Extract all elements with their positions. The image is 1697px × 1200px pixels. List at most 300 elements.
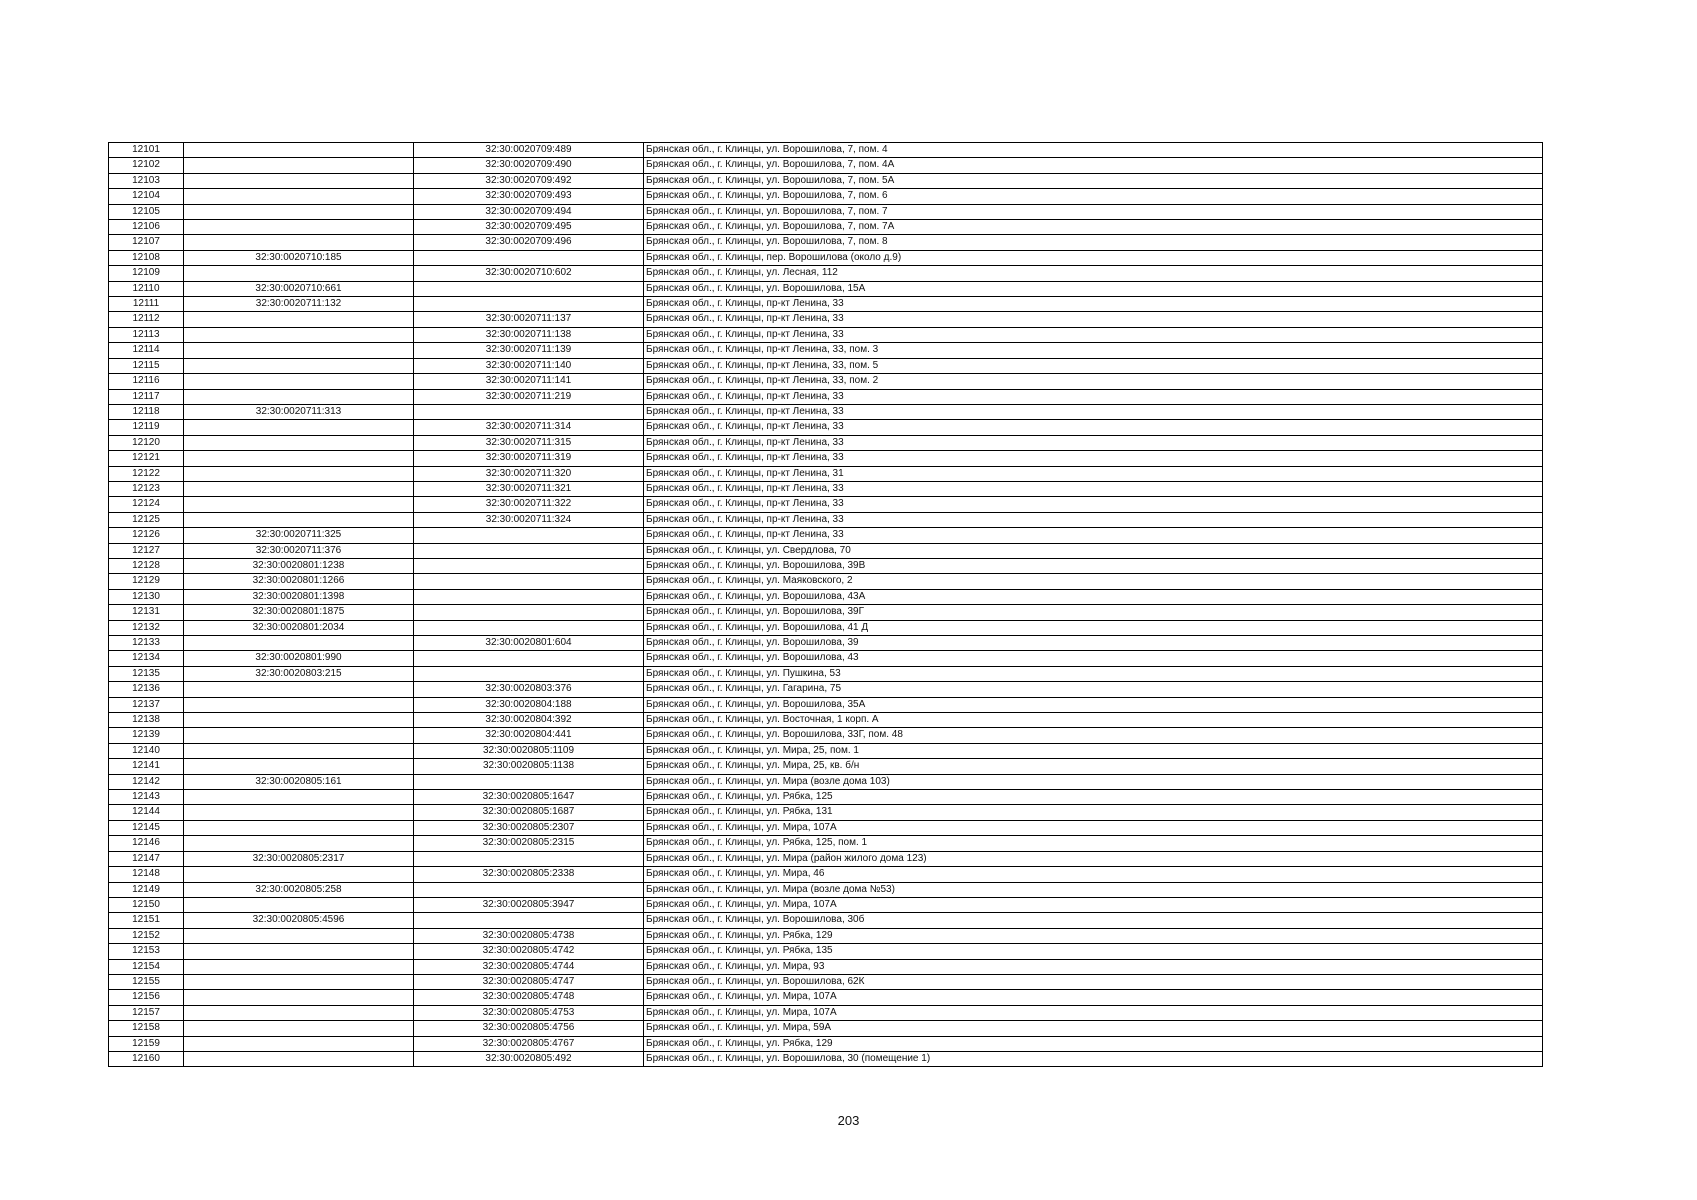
cadastral-number-cell-1: 32:30:0020711:132 (184, 297, 414, 312)
cadastral-number-cell-1: 32:30:0020801:1266 (184, 574, 414, 589)
cadastral-number-cell-2: 32:30:0020805:4744 (414, 959, 644, 974)
cadastral-number-cell-1 (184, 327, 414, 342)
row-number-cell: 12156 (109, 990, 184, 1005)
row-number-cell: 12146 (109, 836, 184, 851)
row-number-cell: 12122 (109, 466, 184, 481)
address-cell: Брянская обл., г. Клинцы, ул. Ворошилова, 30б (644, 913, 1543, 928)
table-row (109, 728, 1543, 743)
cadastral-number-cell-2: 32:30:0020804:188 (414, 697, 644, 712)
cadastral-number-cell-2 (414, 620, 644, 635)
table-row (109, 235, 1543, 250)
table-row (109, 158, 1543, 173)
row-number-cell: 12121 (109, 451, 184, 466)
address-cell: Брянская обл., г. Клинцы, пер. Ворошилова (около д.9) (644, 250, 1543, 265)
table-row (109, 528, 1543, 543)
address-cell: Брянская обл., г. Клинцы, ул. Мира, 107А (644, 990, 1543, 1005)
address-cell: Брянская обл., г. Клинцы, пр-кт Ленина, 33 (644, 497, 1543, 512)
cadastral-number-cell-1 (184, 420, 414, 435)
cadastral-number-cell-1: 32:30:0020711:313 (184, 404, 414, 419)
cadastral-number-cell-2 (414, 574, 644, 589)
cadastral-number-cell-2: 32:30:0020805:1138 (414, 759, 644, 774)
address-cell: Брянская обл., г. Клинцы, пр-кт Ленина, 33 (644, 512, 1543, 527)
address-cell: Брянская обл., г. Клинцы, пр-кт Ленина, 33 (644, 404, 1543, 419)
address-cell: Брянская обл., г. Клинцы, ул. Мира, 107А (644, 820, 1543, 835)
address-cell: Брянская обл., г. Клинцы, пр-кт Ленина, 33 (644, 481, 1543, 496)
address-cell: Брянская обл., г. Клинцы, ул. Ворошилова, 7, пом. 4А (644, 158, 1543, 173)
cadastral-number-cell-2: 32:30:0020711:314 (414, 420, 644, 435)
address-cell: Брянская обл., г. Клинцы, ул. Мира, 25, кв. б/н (644, 759, 1543, 774)
cadastral-number-cell-2: 32:30:0020709:492 (414, 173, 644, 188)
address-cell: Брянская обл., г. Клинцы, ул. Ворошилова, 39Г (644, 605, 1543, 620)
address-cell: Брянская обл., г. Клинцы, ул. Мира, 59А (644, 1021, 1543, 1036)
table-row (109, 589, 1543, 604)
cadastral-number-cell-2: 32:30:0020801:604 (414, 636, 644, 651)
table-row (109, 928, 1543, 943)
cadastral-number-cell-1 (184, 220, 414, 235)
cadastral-number-cell-1 (184, 867, 414, 882)
cadastral-number-cell-1 (184, 235, 414, 250)
address-cell: Брянская обл., г. Клинцы, ул. Ворошилова, 7, пом. 5А (644, 173, 1543, 188)
cadastral-number-cell-2 (414, 297, 644, 312)
table-row (109, 805, 1543, 820)
address-cell: Брянская обл., г. Клинцы, ул. Ворошилова, 39В (644, 558, 1543, 573)
table-row (109, 558, 1543, 573)
cadastral-number-cell-2: 32:30:0020805:4753 (414, 1005, 644, 1020)
table-row (109, 836, 1543, 851)
cadastral-number-cell-2 (414, 651, 644, 666)
row-number-cell: 12119 (109, 420, 184, 435)
row-number-cell: 12137 (109, 697, 184, 712)
address-cell: Брянская обл., г. Клинцы, ул. Ворошилова, 43А (644, 589, 1543, 604)
row-number-cell: 12157 (109, 1005, 184, 1020)
cadastral-number-cell-2 (414, 543, 644, 558)
cadastral-number-cell-2: 32:30:0020711:322 (414, 497, 644, 512)
address-cell: Брянская обл., г. Клинцы, ул. Рябка, 135 (644, 944, 1543, 959)
address-cell: Брянская обл., г. Клинцы, ул. Ворошилова, 62К (644, 974, 1543, 989)
table-row (109, 543, 1543, 558)
address-cell: Брянская обл., г. Клинцы, ул. Ворошилова, 30 (помещение 1) (644, 1051, 1543, 1066)
address-cell: Брянская обл., г. Клинцы, пр-кт Ленина, 33 (644, 297, 1543, 312)
row-number-cell: 12132 (109, 620, 184, 635)
cadastral-number-cell-1 (184, 189, 414, 204)
table-row (109, 173, 1543, 188)
cadastral-number-cell-1 (184, 959, 414, 974)
row-number-cell: 12131 (109, 605, 184, 620)
cadastral-number-cell-2 (414, 605, 644, 620)
table-row (109, 220, 1543, 235)
address-cell: Брянская обл., г. Клинцы, пр-кт Ленина, 33, пом. 5 (644, 358, 1543, 373)
cadastral-number-cell-2: 32:30:0020711:141 (414, 374, 644, 389)
cadastral-number-cell-2: 32:30:0020805:4748 (414, 990, 644, 1005)
cadastral-number-cell-1 (184, 173, 414, 188)
table-row (109, 666, 1543, 681)
row-number-cell: 12149 (109, 882, 184, 897)
row-number-cell: 12134 (109, 651, 184, 666)
cadastral-number-cell-1: 32:30:0020805:2317 (184, 851, 414, 866)
row-number-cell: 12113 (109, 327, 184, 342)
cadastral-number-cell-1: 32:30:0020801:1398 (184, 589, 414, 604)
row-number-cell: 12126 (109, 528, 184, 543)
cadastral-number-cell-1 (184, 697, 414, 712)
address-cell: Брянская обл., г. Клинцы, пр-кт Ленина, 33 (644, 420, 1543, 435)
cadastral-number-cell-1 (184, 435, 414, 450)
address-cell: Брянская обл., г. Клинцы, ул. Рябка, 125, пом. 1 (644, 836, 1543, 851)
row-number-cell: 12129 (109, 574, 184, 589)
table-row (109, 358, 1543, 373)
cadastral-number-cell-1 (184, 312, 414, 327)
row-number-cell: 12125 (109, 512, 184, 527)
address-cell: Брянская обл., г. Клинцы, пр-кт Ленина, 33 (644, 451, 1543, 466)
cadastral-number-cell-2: 32:30:0020805:2307 (414, 820, 644, 835)
table-body (109, 143, 1543, 1067)
table-row (109, 743, 1543, 758)
cadastral-number-cell-2: 32:30:0020709:489 (414, 143, 644, 158)
address-cell: Брянская обл., г. Клинцы, ул. Мира, 25, пом. 1 (644, 743, 1543, 758)
table-row (109, 204, 1543, 219)
address-cell: Брянская обл., г. Клинцы, ул. Мира, 93 (644, 959, 1543, 974)
table-row (109, 820, 1543, 835)
table-row (109, 620, 1543, 635)
cadastral-number-cell-2: 32:30:0020805:4738 (414, 928, 644, 943)
row-number-cell: 12108 (109, 250, 184, 265)
address-cell: Брянская обл., г. Клинцы, пр-кт Ленина, 33 (644, 312, 1543, 327)
row-number-cell: 12118 (109, 404, 184, 419)
address-cell: Брянская обл., г. Клинцы, ул. Мира (возле дома №53) (644, 882, 1543, 897)
cadastral-number-cell-1 (184, 836, 414, 851)
row-number-cell: 12136 (109, 682, 184, 697)
table-row (109, 1021, 1543, 1036)
cadastral-number-cell-2 (414, 250, 644, 265)
cadastral-number-cell-2: 32:30:0020711:315 (414, 435, 644, 450)
cadastral-number-cell-2 (414, 528, 644, 543)
table-row (109, 897, 1543, 912)
cadastral-number-cell-1 (184, 713, 414, 728)
address-cell: Брянская обл., г. Клинцы, ул. Ворошилова, 15А (644, 281, 1543, 296)
address-cell: Брянская обл., г. Клинцы, пр-кт Ленина, 33 (644, 528, 1543, 543)
cadastral-number-cell-2: 32:30:0020803:376 (414, 682, 644, 697)
table-row (109, 713, 1543, 728)
table-row (109, 990, 1543, 1005)
cadastral-number-cell-1 (184, 512, 414, 527)
row-number-cell: 12128 (109, 558, 184, 573)
table-row (109, 451, 1543, 466)
cadastral-number-cell-1 (184, 974, 414, 989)
cadastral-number-cell-2: 32:30:0020709:493 (414, 189, 644, 204)
cadastral-number-cell-2: 32:30:0020711:138 (414, 327, 644, 342)
row-number-cell: 12130 (109, 589, 184, 604)
address-cell: Брянская обл., г. Клинцы, ул. Ворошилова, 43 (644, 651, 1543, 666)
cadastral-number-cell-1 (184, 759, 414, 774)
cadastral-number-cell-2: 32:30:0020711:320 (414, 466, 644, 481)
address-cell: Брянская обл., г. Клинцы, ул. Ворошилова, 7, пом. 7А (644, 220, 1543, 235)
table-row (109, 944, 1543, 959)
table-row (109, 266, 1543, 281)
cadastral-number-cell-2: 32:30:0020804:392 (414, 713, 644, 728)
cadastral-number-cell-2: 32:30:0020709:496 (414, 235, 644, 250)
table-row (109, 374, 1543, 389)
cadastral-number-cell-1: 32:30:0020801:1875 (184, 605, 414, 620)
address-cell: Брянская обл., г. Клинцы, пр-кт Ленина, 33, пом. 3 (644, 343, 1543, 358)
cadastral-number-cell-2: 32:30:0020805:2338 (414, 867, 644, 882)
row-number-cell: 12124 (109, 497, 184, 512)
cadastral-number-cell-1 (184, 158, 414, 173)
cadastral-number-cell-2: 32:30:0020711:140 (414, 358, 644, 373)
cadastral-number-cell-1 (184, 143, 414, 158)
table-row (109, 343, 1543, 358)
row-number-cell: 12106 (109, 220, 184, 235)
table-row (109, 189, 1543, 204)
table-row (109, 651, 1543, 666)
table-row (109, 774, 1543, 789)
table-row (109, 420, 1543, 435)
page-number: 203 (837, 1113, 860, 1128)
row-number-cell: 12107 (109, 235, 184, 250)
table-row (109, 1051, 1543, 1066)
cadastral-number-cell-2: 32:30:0020805:492 (414, 1051, 644, 1066)
table-row (109, 697, 1543, 712)
cadastral-number-cell-1 (184, 728, 414, 743)
cadastral-number-cell-2: 32:30:0020711:324 (414, 512, 644, 527)
row-number-cell: 12155 (109, 974, 184, 989)
row-number-cell: 12142 (109, 774, 184, 789)
cadastral-number-cell-1 (184, 990, 414, 1005)
row-number-cell: 12139 (109, 728, 184, 743)
table-row (109, 682, 1543, 697)
row-number-cell: 12112 (109, 312, 184, 327)
address-cell: Брянская обл., г. Клинцы, пр-кт Ленина, 33 (644, 327, 1543, 342)
row-number-cell: 12105 (109, 204, 184, 219)
cadastral-number-cell-2: 32:30:0020805:3947 (414, 897, 644, 912)
cadastral-number-cell-2: 32:30:0020709:490 (414, 158, 644, 173)
cadastral-number-cell-1: 32:30:0020711:325 (184, 528, 414, 543)
cadastral-number-cell-2 (414, 589, 644, 604)
table-row (109, 466, 1543, 481)
row-number-cell: 12154 (109, 959, 184, 974)
cadastral-number-cell-1 (184, 204, 414, 219)
row-number-cell: 12145 (109, 820, 184, 835)
cadastral-number-cell-2 (414, 882, 644, 897)
cadastral-number-cell-2: 32:30:0020804:441 (414, 728, 644, 743)
address-cell: Брянская обл., г. Клинцы, ул. Ворошилова, 33Г, пом. 48 (644, 728, 1543, 743)
row-number-cell: 12144 (109, 805, 184, 820)
cadastral-number-cell-1: 32:30:0020803:215 (184, 666, 414, 681)
cadastral-number-cell-2: 32:30:0020805:1687 (414, 805, 644, 820)
table-row (109, 851, 1543, 866)
address-cell: Брянская обл., г. Клинцы, ул. Восточная, 1 корп. А (644, 713, 1543, 728)
row-number-cell: 12133 (109, 636, 184, 651)
cadastral-number-cell-2 (414, 404, 644, 419)
cadastral-number-cell-1 (184, 1051, 414, 1066)
cadastral-number-cell-1 (184, 266, 414, 281)
row-number-cell: 12159 (109, 1036, 184, 1051)
cadastral-number-cell-1 (184, 1021, 414, 1036)
cadastral-number-cell-2: 32:30:0020709:495 (414, 220, 644, 235)
address-cell: Брянская обл., г. Клинцы, ул. Пушкина, 53 (644, 666, 1543, 681)
address-cell: Брянская обл., г. Клинцы, ул. Рябка, 129 (644, 928, 1543, 943)
address-cell: Брянская обл., г. Клинцы, ул. Ворошилова, 7, пом. 4 (644, 143, 1543, 158)
cadastral-number-cell-2: 32:30:0020805:1647 (414, 790, 644, 805)
row-number-cell: 12158 (109, 1021, 184, 1036)
row-number-cell: 12160 (109, 1051, 184, 1066)
row-number-cell: 12153 (109, 944, 184, 959)
cadastral-number-cell-2: 32:30:0020711:137 (414, 312, 644, 327)
row-number-cell: 12123 (109, 481, 184, 496)
cadastral-number-cell-1 (184, 389, 414, 404)
cadastral-number-cell-1 (184, 790, 414, 805)
table-row (109, 250, 1543, 265)
table-row (109, 297, 1543, 312)
address-cell: Брянская обл., г. Клинцы, ул. Свердлова, 70 (644, 543, 1543, 558)
cadastral-number-cell-2: 32:30:0020805:4767 (414, 1036, 644, 1051)
table-row (109, 882, 1543, 897)
cadastral-number-cell-1 (184, 805, 414, 820)
cadastral-number-cell-2 (414, 851, 644, 866)
address-cell: Брянская обл., г. Клинцы, ул. Мира (возле дома 103) (644, 774, 1543, 789)
cadastral-number-cell-1 (184, 944, 414, 959)
cadastral-number-cell-1 (184, 497, 414, 512)
table-row (109, 389, 1543, 404)
cadastral-number-cell-2: 32:30:0020805:4742 (414, 944, 644, 959)
address-cell: Брянская обл., г. Клинцы, ул. Мира (район жилого дома 123) (644, 851, 1543, 866)
row-number-cell: 12101 (109, 143, 184, 158)
cadastral-table (108, 142, 1543, 1067)
cadastral-number-cell-1 (184, 481, 414, 496)
row-number-cell: 12138 (109, 713, 184, 728)
row-number-cell: 12141 (109, 759, 184, 774)
table-row (109, 759, 1543, 774)
row-number-cell: 12103 (109, 173, 184, 188)
address-cell: Брянская обл., г. Клинцы, ул. Маяковского, 2 (644, 574, 1543, 589)
cadastral-number-cell-1: 32:30:0020805:258 (184, 882, 414, 897)
cadastral-number-cell-1 (184, 1036, 414, 1051)
cadastral-number-cell-1 (184, 466, 414, 481)
row-number-cell: 12117 (109, 389, 184, 404)
row-number-cell: 12111 (109, 297, 184, 312)
cadastral-number-cell-2 (414, 774, 644, 789)
cadastral-number-cell-2: 32:30:0020709:494 (414, 204, 644, 219)
address-cell: Брянская обл., г. Клинцы, ул. Ворошилова, 7, пом. 8 (644, 235, 1543, 250)
cadastral-number-cell-2: 32:30:0020805:1109 (414, 743, 644, 758)
cadastral-number-cell-2: 32:30:0020710:602 (414, 266, 644, 281)
table-row (109, 481, 1543, 496)
cadastral-number-cell-1 (184, 928, 414, 943)
address-cell: Брянская обл., г. Клинцы, пр-кт Ленина, 33, пом. 2 (644, 374, 1543, 389)
address-cell: Брянская обл., г. Клинцы, ул. Ворошилова, 7, пом. 6 (644, 189, 1543, 204)
row-number-cell: 12127 (109, 543, 184, 558)
cadastral-number-cell-1: 32:30:0020710:185 (184, 250, 414, 265)
cadastral-number-cell-2 (414, 281, 644, 296)
cadastral-number-cell-2: 32:30:0020711:139 (414, 343, 644, 358)
row-number-cell: 12114 (109, 343, 184, 358)
cadastral-number-cell-2: 32:30:0020805:4747 (414, 974, 644, 989)
address-cell: Брянская обл., г. Клинцы, ул. Ворошилова, 35А (644, 697, 1543, 712)
row-number-cell: 12151 (109, 913, 184, 928)
cadastral-number-cell-1: 32:30:0020710:661 (184, 281, 414, 296)
table-row (109, 143, 1543, 158)
cadastral-number-cell-1 (184, 451, 414, 466)
address-cell: Брянская обл., г. Клинцы, пр-кт Ленина, 31 (644, 466, 1543, 481)
cadastral-number-cell-2: 32:30:0020711:319 (414, 451, 644, 466)
table-row (109, 327, 1543, 342)
row-number-cell: 12110 (109, 281, 184, 296)
row-number-cell: 12115 (109, 358, 184, 373)
row-number-cell: 12109 (109, 266, 184, 281)
cadastral-number-cell-1: 32:30:0020805:4596 (184, 913, 414, 928)
cadastral-number-cell-2: 32:30:0020805:4756 (414, 1021, 644, 1036)
cadastral-number-cell-2: 32:30:0020711:321 (414, 481, 644, 496)
table-row (109, 867, 1543, 882)
cadastral-number-cell-1 (184, 743, 414, 758)
cadastral-number-cell-1 (184, 1005, 414, 1020)
cadastral-number-cell-2: 32:30:0020805:2315 (414, 836, 644, 851)
row-number-cell: 12104 (109, 189, 184, 204)
address-cell: Брянская обл., г. Клинцы, ул. Рябка, 129 (644, 1036, 1543, 1051)
table-row (109, 1036, 1543, 1051)
table-row (109, 312, 1543, 327)
row-number-cell: 12143 (109, 790, 184, 805)
cadastral-number-cell-2 (414, 558, 644, 573)
address-cell: Брянская обл., г. Клинцы, ул. Мира, 107А (644, 897, 1543, 912)
row-number-cell: 12116 (109, 374, 184, 389)
cadastral-number-cell-1 (184, 897, 414, 912)
address-cell: Брянская обл., г. Клинцы, ул. Мира, 46 (644, 867, 1543, 882)
cadastral-number-cell-2: 32:30:0020711:219 (414, 389, 644, 404)
table-row (109, 790, 1543, 805)
address-cell: Брянская обл., г. Клинцы, ул. Лесная, 112 (644, 266, 1543, 281)
table-row (109, 404, 1543, 419)
table-row (109, 1005, 1543, 1020)
cadastral-number-cell-1: 32:30:0020801:2034 (184, 620, 414, 635)
cadastral-number-cell-2 (414, 666, 644, 681)
table-row (109, 974, 1543, 989)
address-cell: Брянская обл., г. Клинцы, пр-кт Ленина, 33 (644, 389, 1543, 404)
row-number-cell: 12140 (109, 743, 184, 758)
address-cell: Брянская обл., г. Клинцы, ул. Ворошилова, 39 (644, 636, 1543, 651)
cadastral-number-cell-1: 32:30:0020801:1238 (184, 558, 414, 573)
cadastral-number-cell-1 (184, 343, 414, 358)
row-number-cell: 12147 (109, 851, 184, 866)
cadastral-number-cell-1: 32:30:0020711:376 (184, 543, 414, 558)
address-cell: Брянская обл., г. Клинцы, ул. Мира, 107А (644, 1005, 1543, 1020)
row-number-cell: 12152 (109, 928, 184, 943)
table-row (109, 497, 1543, 512)
cadastral-number-cell-1: 32:30:0020805:161 (184, 774, 414, 789)
table-row (109, 281, 1543, 296)
table-row (109, 636, 1543, 651)
row-number-cell: 12150 (109, 897, 184, 912)
table-row (109, 605, 1543, 620)
address-cell: Брянская обл., г. Клинцы, ул. Рябка, 131 (644, 805, 1543, 820)
cadastral-number-cell-1 (184, 682, 414, 697)
table-row (109, 435, 1543, 450)
cadastral-number-cell-1 (184, 374, 414, 389)
row-number-cell: 12135 (109, 666, 184, 681)
table-row (109, 512, 1543, 527)
row-number-cell: 12148 (109, 867, 184, 882)
address-cell: Брянская обл., г. Клинцы, ул. Рябка, 125 (644, 790, 1543, 805)
cadastral-number-cell-1 (184, 358, 414, 373)
address-cell: Брянская обл., г. Клинцы, ул. Ворошилова, 7, пом. 7 (644, 204, 1543, 219)
table-row (109, 913, 1543, 928)
row-number-cell: 12102 (109, 158, 184, 173)
address-cell: Брянская обл., г. Клинцы, пр-кт Ленина, 33 (644, 435, 1543, 450)
address-cell: Брянская обл., г. Клинцы, ул. Ворошилова, 41 Д (644, 620, 1543, 635)
cadastral-number-cell-1 (184, 636, 414, 651)
table-row (109, 959, 1543, 974)
cadastral-number-cell-1: 32:30:0020801:990 (184, 651, 414, 666)
address-cell: Брянская обл., г. Клинцы, ул. Гагарина, 75 (644, 682, 1543, 697)
cadastral-number-cell-1 (184, 820, 414, 835)
